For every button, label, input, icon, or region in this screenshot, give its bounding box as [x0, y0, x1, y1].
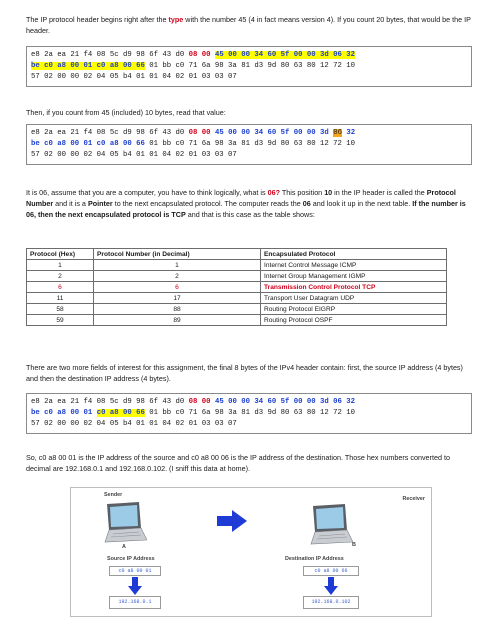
p3-a: It is 06, assume that you are a computer, you have to think logically, what is — [26, 188, 268, 197]
cell-protocol: Transmission Control Protocol TCP — [261, 282, 447, 293]
hex3-line2-rest: 01 bb c0 71 6a 98 3a 81 d3 9d 80 63 80 12 72 10 — [144, 409, 356, 417]
col-header-hex: Protocol (Hex) — [27, 249, 94, 260]
hex2-ip-header-part2: be c0 a8 00 01 c0 a8 00 66 — [31, 140, 145, 148]
conversion-paragraph: So, c0 a8 00 01 is the IP address of the source and c0 a8 00 06 is the IP address of the destination. Those hex numbers converted to decimal are 192.168.0.1 and 192.168.0.102. (I sniff this data at home). — [26, 453, 450, 473]
hex2-ethertype: 08 00 — [188, 129, 211, 137]
table-row — [27, 260, 447, 271]
hex3-line1-prefix: e8 2a ea 21 f4 08 5c d9 98 6f 43 d0 — [31, 398, 189, 406]
hex2-ip-header-end: 32 — [346, 129, 356, 137]
cell-decimal: 17 — [94, 293, 261, 304]
hex-dump-1 — [26, 46, 472, 87]
cell-decimal: 2 — [94, 271, 261, 282]
p3-question: 06? — [267, 188, 280, 197]
sender-receiver-diagram — [70, 487, 432, 617]
table-row-tcp — [27, 282, 447, 293]
intro-text-a: The IP protocol header begins right after the — [26, 15, 169, 24]
sender-label: Sender — [104, 492, 123, 498]
table-row — [27, 293, 447, 304]
receiver-laptop-icon — [307, 502, 353, 546]
table-row — [27, 271, 447, 282]
destination-ip-label: Destination IP Address — [285, 556, 344, 562]
p3-d: and it is a — [53, 199, 88, 208]
cell-protocol: Routing Protocol OSPF — [261, 315, 447, 326]
hex1-ethertype: 08 00 — [188, 51, 211, 59]
count-paragraph: Then, if you count from 45 (included) 10 bytes, read that value: — [26, 108, 226, 117]
hex3-line3: 57 02 00 00 02 04 05 b4 01 01 04 02 01 03 03 07 — [31, 420, 237, 428]
cell-hex: 58 — [27, 304, 94, 315]
cell-hex: 11 — [27, 293, 94, 304]
receiver-b-label: B — [352, 542, 356, 548]
cell-decimal: 88 — [94, 304, 261, 315]
col-header-protocol: Encapsulated Protocol — [261, 249, 447, 260]
hex3-ip-header-part1: 45 00 00 34 60 5f 00 00 3d 06 32 — [214, 398, 356, 406]
intro-text-b: with the number 45 (4 in fact means version 4). If you count 20 bytes, that would be the IP header. — [26, 15, 471, 35]
hex1-line3: 57 02 00 00 02 04 05 b4 01 01 04 02 01 03 03 07 — [31, 73, 237, 81]
hex2-line2-rest: 01 bb c0 71 6a 98 3a 81 d3 9d 80 63 80 12 72 10 — [144, 140, 356, 148]
arrow-right-icon — [217, 510, 247, 532]
cell-hex: 2 — [27, 271, 94, 282]
hex1-ip-header-part2: be c0 a8 00 01 c0 a8 00 66 — [31, 62, 145, 70]
p3-e: to the next encapsulated protocol. The computer reads the — [112, 199, 303, 208]
p3-c: in the IP header is called the — [332, 188, 427, 197]
cell-protocol: Transport User Datagram UDP — [261, 293, 447, 304]
cell-decimal: 89 — [94, 315, 261, 326]
destination-ip-hex: c0 a8 00 66 — [303, 566, 359, 576]
hex1-ip-header-part1: 45 00 00 34 60 5f 00 00 3d 06 32 — [214, 51, 356, 59]
sender-a-label: A — [122, 544, 126, 550]
arrow-down-icon — [324, 577, 338, 595]
source-ip-label: Source IP Address — [107, 556, 155, 562]
p3-f: and look it up in the next table. — [310, 199, 413, 208]
hex3-destination-ip: c0 a8 00 66 — [96, 409, 145, 417]
hex3-ethertype: 08 00 — [188, 398, 211, 406]
cell-hex: 59 — [27, 315, 94, 326]
p3-g: If the number is 06, then the next encapsulated protocol is TCP — [26, 199, 466, 219]
cell-protocol: Routing Protocol EIGRP — [261, 304, 447, 315]
source-ip-hex: c0 a8 00 01 — [109, 566, 161, 576]
sender-laptop-icon — [101, 500, 147, 544]
hex3-source-ip: be c0 a8 00 01 — [31, 409, 93, 417]
receiver-label: Receiver — [402, 496, 425, 502]
cell-hex: 1 — [27, 260, 94, 271]
p3-h: and that is this case as the table shows: — [185, 210, 315, 219]
hex2-ip-header-part1: 45 00 00 34 60 5f 00 00 3d — [214, 129, 329, 137]
table-row — [27, 304, 447, 315]
cell-protocol: Internet Control Message ICMP — [261, 260, 447, 271]
p3-b: This position — [279, 188, 325, 197]
hex-dump-3 — [26, 393, 472, 434]
address-paragraph: There are two more fields of interest for this assignment, the final 8 bytes of the IPv4 header contain: first, the source IP address (4 bytes) and then the destination IP address (4 bytes). — [26, 363, 463, 383]
type-keyword: type — [168, 15, 184, 24]
intro-paragraph — [26, 14, 472, 36]
p3-position: 10 — [324, 188, 333, 197]
p3-protocol-number: Protocol Number — [26, 188, 456, 208]
destination-ip-decimal: 192.168.0.102 — [303, 596, 359, 609]
hex1-line1-prefix: e8 2a ea 21 f4 08 5c d9 98 6f 43 d0 — [31, 51, 189, 59]
p3-pointer: Pointer — [87, 199, 113, 208]
hex2-line3: 57 02 00 00 02 04 05 b4 01 01 04 02 01 03 03 07 — [31, 151, 237, 159]
source-ip-decimal: 192.168.0.1 — [109, 596, 161, 609]
table-row — [27, 315, 447, 326]
cell-hex: 6 — [27, 282, 94, 293]
hex2-protocol-byte: 06 — [333, 129, 342, 137]
hex1-line2-rest: 01 bb c0 71 6a 98 3a 81 d3 9d 80 63 80 12 72 10 — [144, 62, 356, 70]
hex-dump-2 — [26, 124, 472, 165]
col-header-decimal: Protocol Number (in Decimal) — [94, 249, 261, 260]
cell-decimal: 6 — [94, 282, 261, 293]
protocol-table — [26, 248, 447, 326]
cell-decimal: 1 — [94, 260, 261, 271]
arrow-down-icon — [128, 577, 142, 595]
table-header-row — [27, 249, 447, 260]
protocol-paragraph — [26, 187, 472, 220]
p3-six: 06 — [302, 199, 311, 208]
cell-protocol: Internet Group Management IGMP — [261, 271, 447, 282]
hex2-line1-prefix: e8 2a ea 21 f4 08 5c d9 98 6f 43 d0 — [31, 129, 189, 137]
